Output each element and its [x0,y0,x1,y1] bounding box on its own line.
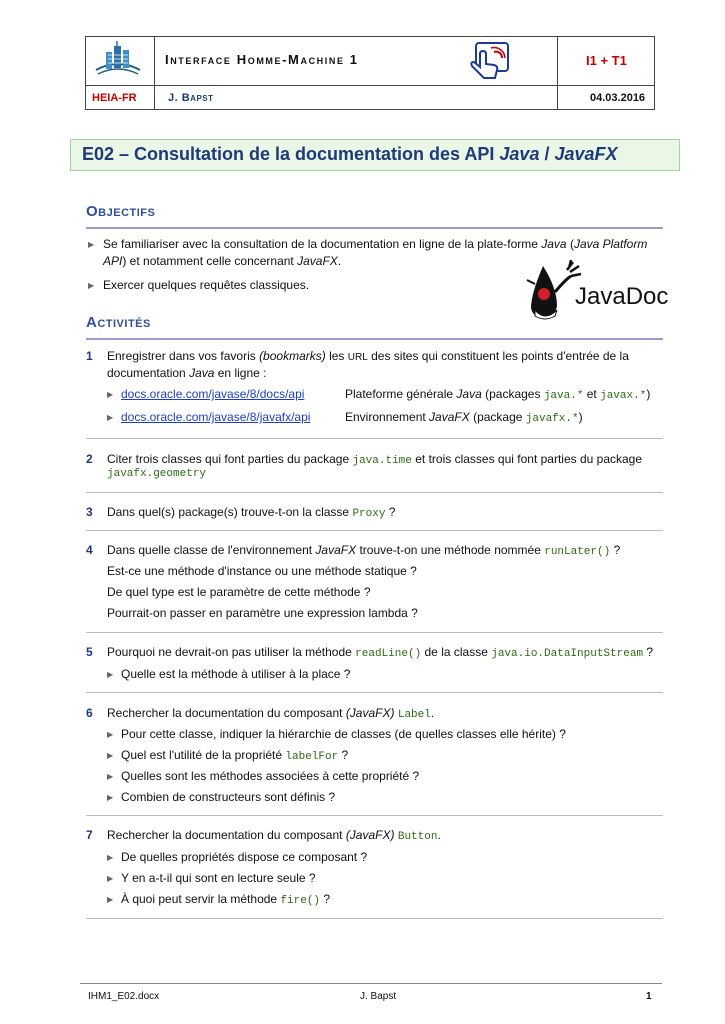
activity-number: 6 [86,706,93,720]
page-title: E02 – Consultation de la documentation des API Java / JavaFX [82,144,618,164]
section-heading-activites: Activités [86,314,151,331]
activity-number: 4 [86,543,93,557]
bullet-icon: ▶ [107,390,114,399]
bullet-icon: ▶ [107,895,114,904]
objective-item-1-cont: API) et notamment celle concernant JavaFX. [103,254,342,268]
activity-6-s3: Quelles sont les méthodes associées à cette propriété ? [121,769,420,783]
bullet-icon: ▶ [88,240,95,249]
link-description: Plateforme générale Java (packages java.* et javax.*) [345,387,651,402]
bullet-icon: ▶ [107,751,114,760]
bullet-icon: ▶ [107,413,114,422]
activity-2-code: javafx.geometry [107,468,207,480]
activity-6-s4: Combien de constructeurs sont définis ? [121,790,336,804]
activity-7-s1: De quelles propriétés dispose ce composant ? [121,850,368,864]
objective-item-2: Exercer quelques requêtes classiques. [103,278,310,292]
divider [86,530,663,531]
bullet-icon: ▶ [107,772,114,781]
header-author: J. Bapst [168,92,214,104]
activity-4-line-1: Dans quelle classe de l'environnement JavaFX trouve-t-on une méthode nommée runLater() ? [107,543,621,558]
footer-filename: IHM1_E02.docx [88,991,160,1002]
school-name: HEIA-FR [92,92,137,104]
section-rule [86,227,663,229]
activity-7-s2: Y en a-t-il qui sont en lecture seule ? [121,871,316,885]
activity-6-s2: Quel est l'utilité de la propriété labelFor ? [121,748,349,763]
link-javase-docs-api[interactable]: docs.oracle.com/javase/8/docs/api [121,387,305,401]
objective-item-1: Se familiariser avec la consultation de la documentation en ligne de la plate-forme Java (Java Platform [103,237,648,251]
touch-hand-icon [462,40,514,80]
activity-1-line-2: documentation Java en ligne : [107,366,267,380]
course-code: I1 + T1 [586,53,627,68]
school-logo [92,40,144,78]
javadoc-logo-text: JavaDoc [575,283,669,310]
activity-4-q3: De quel type est le paramètre de cette méthode ? [107,585,371,599]
divider [86,632,663,633]
activity-number: 1 [86,349,93,363]
activity-3-text: Dans quel(s) package(s) trouve-t-on la classe Proxy ? [107,505,396,520]
activity-1-line-1: Enregistrer dans vos favoris (bookmarks) les URL des sites qui constituent les points d'entrée de la [107,349,629,363]
section-heading-objectifs: Objectifs [86,203,156,220]
activity-5-sub: Quelle est la méthode à utiliser à la place ? [121,667,351,681]
bullet-icon: ▶ [107,730,114,739]
activity-number: 7 [86,828,93,842]
activity-5-line-1: Pourquoi ne devrait-on pas utiliser la méthode readLine() de la classe java.io.DataInputStream ? [107,645,654,660]
header-title: Interface Homme-Machine 1 [165,52,359,67]
bullet-icon: ▶ [107,853,114,862]
bullet-icon: ▶ [107,874,114,883]
header-date: 04.03.2016 [590,92,646,104]
divider [86,918,663,919]
page-number: 1 [646,991,652,1002]
divider [86,815,663,816]
bullet-icon: ▶ [107,670,114,679]
activity-number: 3 [86,505,93,519]
activity-number: 5 [86,645,93,659]
divider [86,438,663,439]
activity-2-line-1: Citer trois classes qui font parties du package java.time et trois classes qui font parties du package [107,452,643,467]
activity-7-line-1: Rechercher la documentation du composant (JavaFX) Button. [107,828,441,843]
activity-6-s1: Pour cette classe, indiquer la hiérarchie de classes (de quelles classes elle hérite) ? [121,727,566,741]
link-javafx-api[interactable]: docs.oracle.com/javase/8/javafx/api [121,410,311,424]
activity-4-q2: Est-ce une méthode d'instance ou une méthode statique ? [107,564,417,578]
activity-6-line-1: Rechercher la documentation du composant (JavaFX) Label. [107,706,435,721]
activity-number: 2 [86,452,93,466]
link-description: Environnement JavaFX (package javafx.*) [345,410,583,425]
bullet-icon: ▶ [88,281,95,290]
divider [86,692,663,693]
activity-4-q4: Pourrait-on passer en paramètre une expression lambda ? [107,606,418,620]
section-rule [86,338,663,340]
activity-7-s3: À quoi peut servir la méthode fire() ? [121,892,331,907]
footer-rule [80,983,662,984]
footer-author: J. Bapst [360,991,397,1002]
divider [86,492,663,493]
bullet-icon: ▶ [107,793,114,802]
